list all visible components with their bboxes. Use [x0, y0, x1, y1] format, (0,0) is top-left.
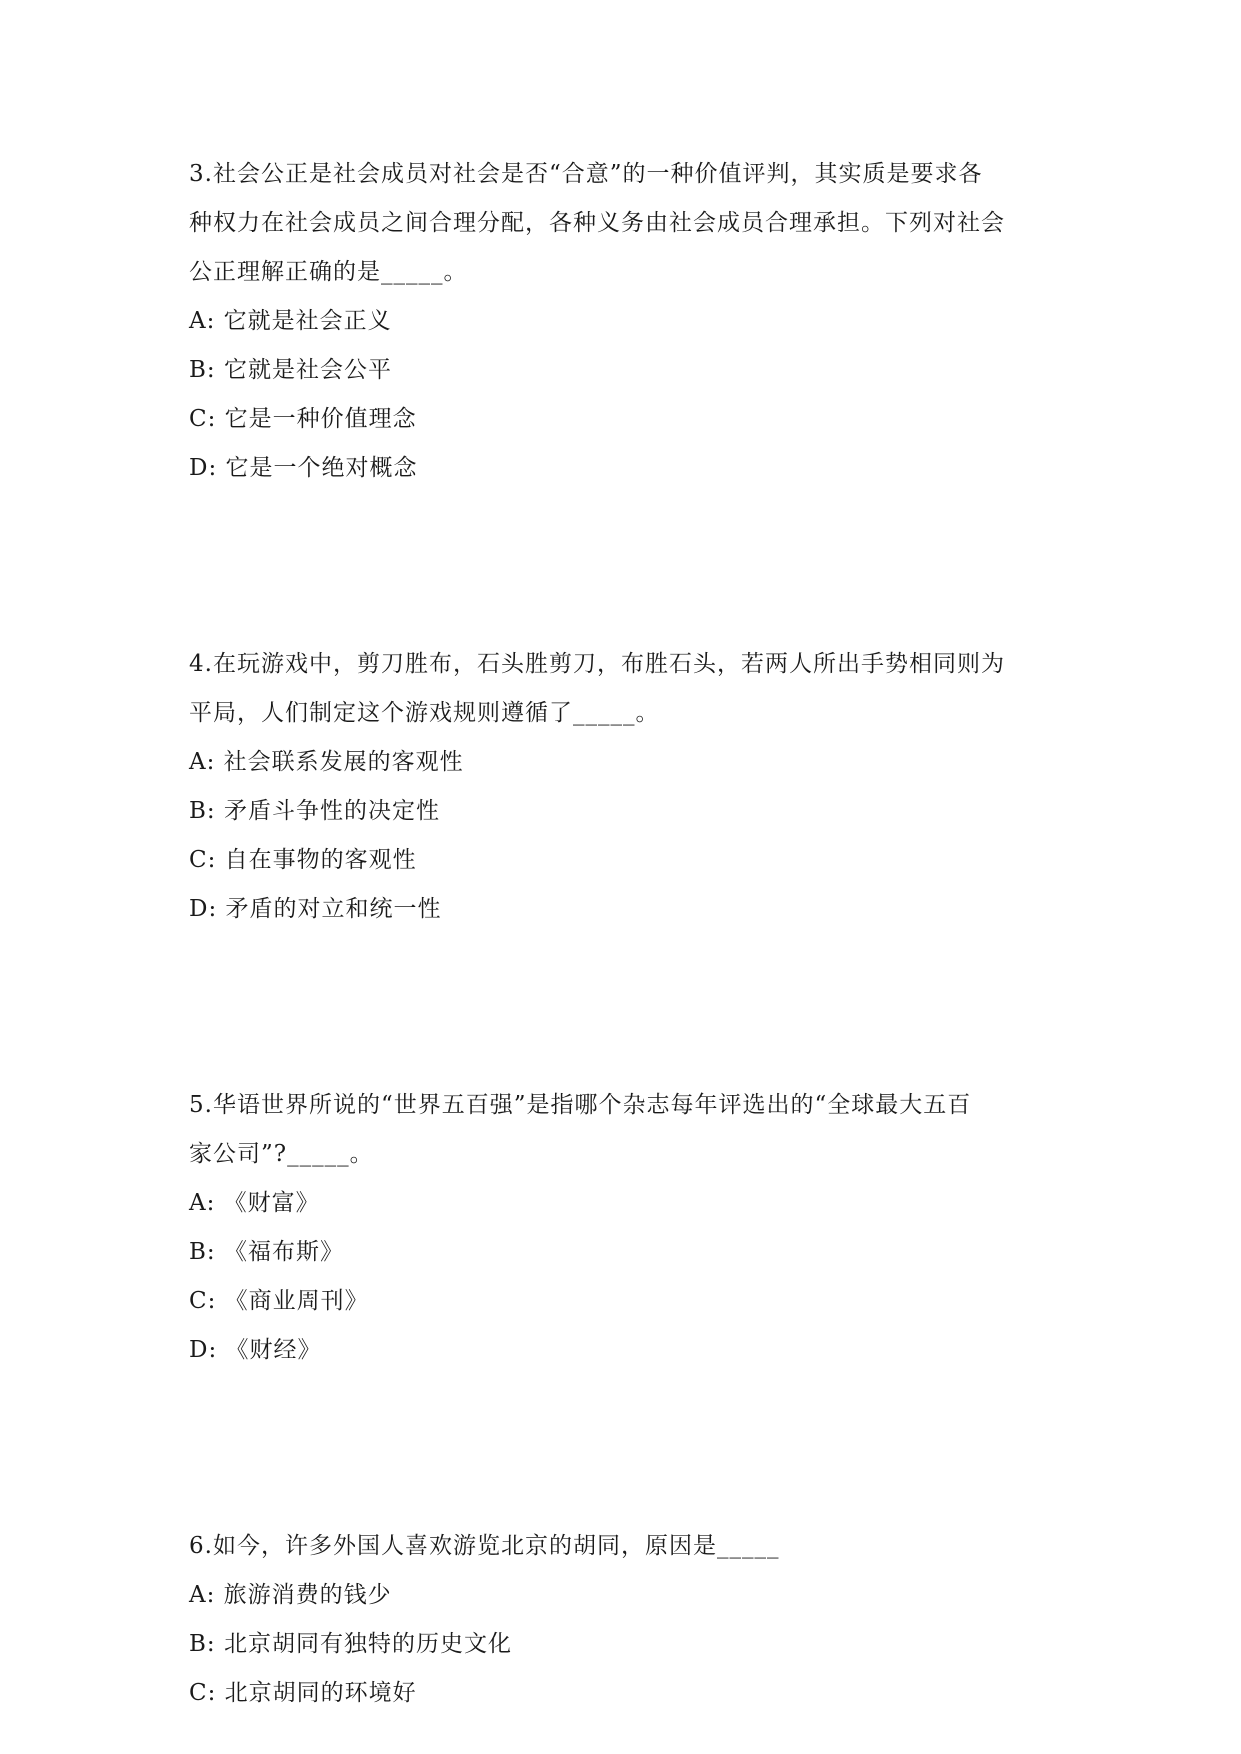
question-text-line: 5.华语世界所说的“世界五百强”是指哪个杂志每年评选出的“全球最大五百: [189, 1092, 972, 1118]
option-a: A: 社会联系发展的客观性: [189, 749, 464, 775]
option-b: B: 北京胡同有独特的历史文化: [189, 1631, 512, 1657]
option-c: C: 自在事物的客观性: [189, 847, 417, 873]
option-c: C: 它是一种价值理念: [189, 406, 417, 432]
option-b: B: 它就是社会公平: [189, 357, 392, 383]
option-c: C: 北京胡同的环境好: [189, 1680, 417, 1706]
question-text-line: 种权力在社会成员之间合理分配，各种义务由社会成员合理承担。下列对社会: [189, 210, 1005, 236]
exam-page: [189, 150, 1049, 1718]
question-text-line: 家公司”?_____。: [189, 1141, 374, 1167]
option-c: C: 《商业周刊》: [189, 1288, 369, 1314]
option-a: A: 它就是社会正义: [189, 308, 392, 334]
option-a: A: 《财富》: [189, 1190, 320, 1216]
question-6: [189, 1522, 1049, 1718]
question-text-line: 公正理解正确的是_____。: [189, 259, 468, 285]
question-spacer: [189, 934, 1049, 1081]
option-d: D: 《财经》: [189, 1337, 322, 1363]
option-d: D: 它是一个绝对概念: [189, 455, 418, 481]
option-a: A: 旅游消费的钱少: [189, 1582, 392, 1608]
question-spacer: [189, 493, 1049, 640]
question-spacer: [189, 1375, 1049, 1522]
question-text-line: 3.社会公正是社会成员对社会是否“合意”的一种价值评判，其实质是要求各: [189, 161, 983, 187]
question-4: [189, 640, 1049, 934]
option-d: D: 矛盾的对立和统一性: [189, 896, 442, 922]
question-text-line: 6.如今，许多外国人喜欢游览北京的胡同，原因是_____: [189, 1533, 780, 1559]
question-3: [189, 150, 1049, 493]
question-text-line: 4.在玩游戏中，剪刀胜布，石头胜剪刀，布胜石头，若两人所出手势相同则为: [189, 651, 1005, 677]
option-b: B: 矛盾斗争性的决定性: [189, 798, 440, 824]
option-b: B: 《福布斯》: [189, 1239, 344, 1265]
question-text-line: 平局，人们制定这个游戏规则遵循了_____。: [189, 700, 660, 726]
question-5: [189, 1081, 1049, 1375]
